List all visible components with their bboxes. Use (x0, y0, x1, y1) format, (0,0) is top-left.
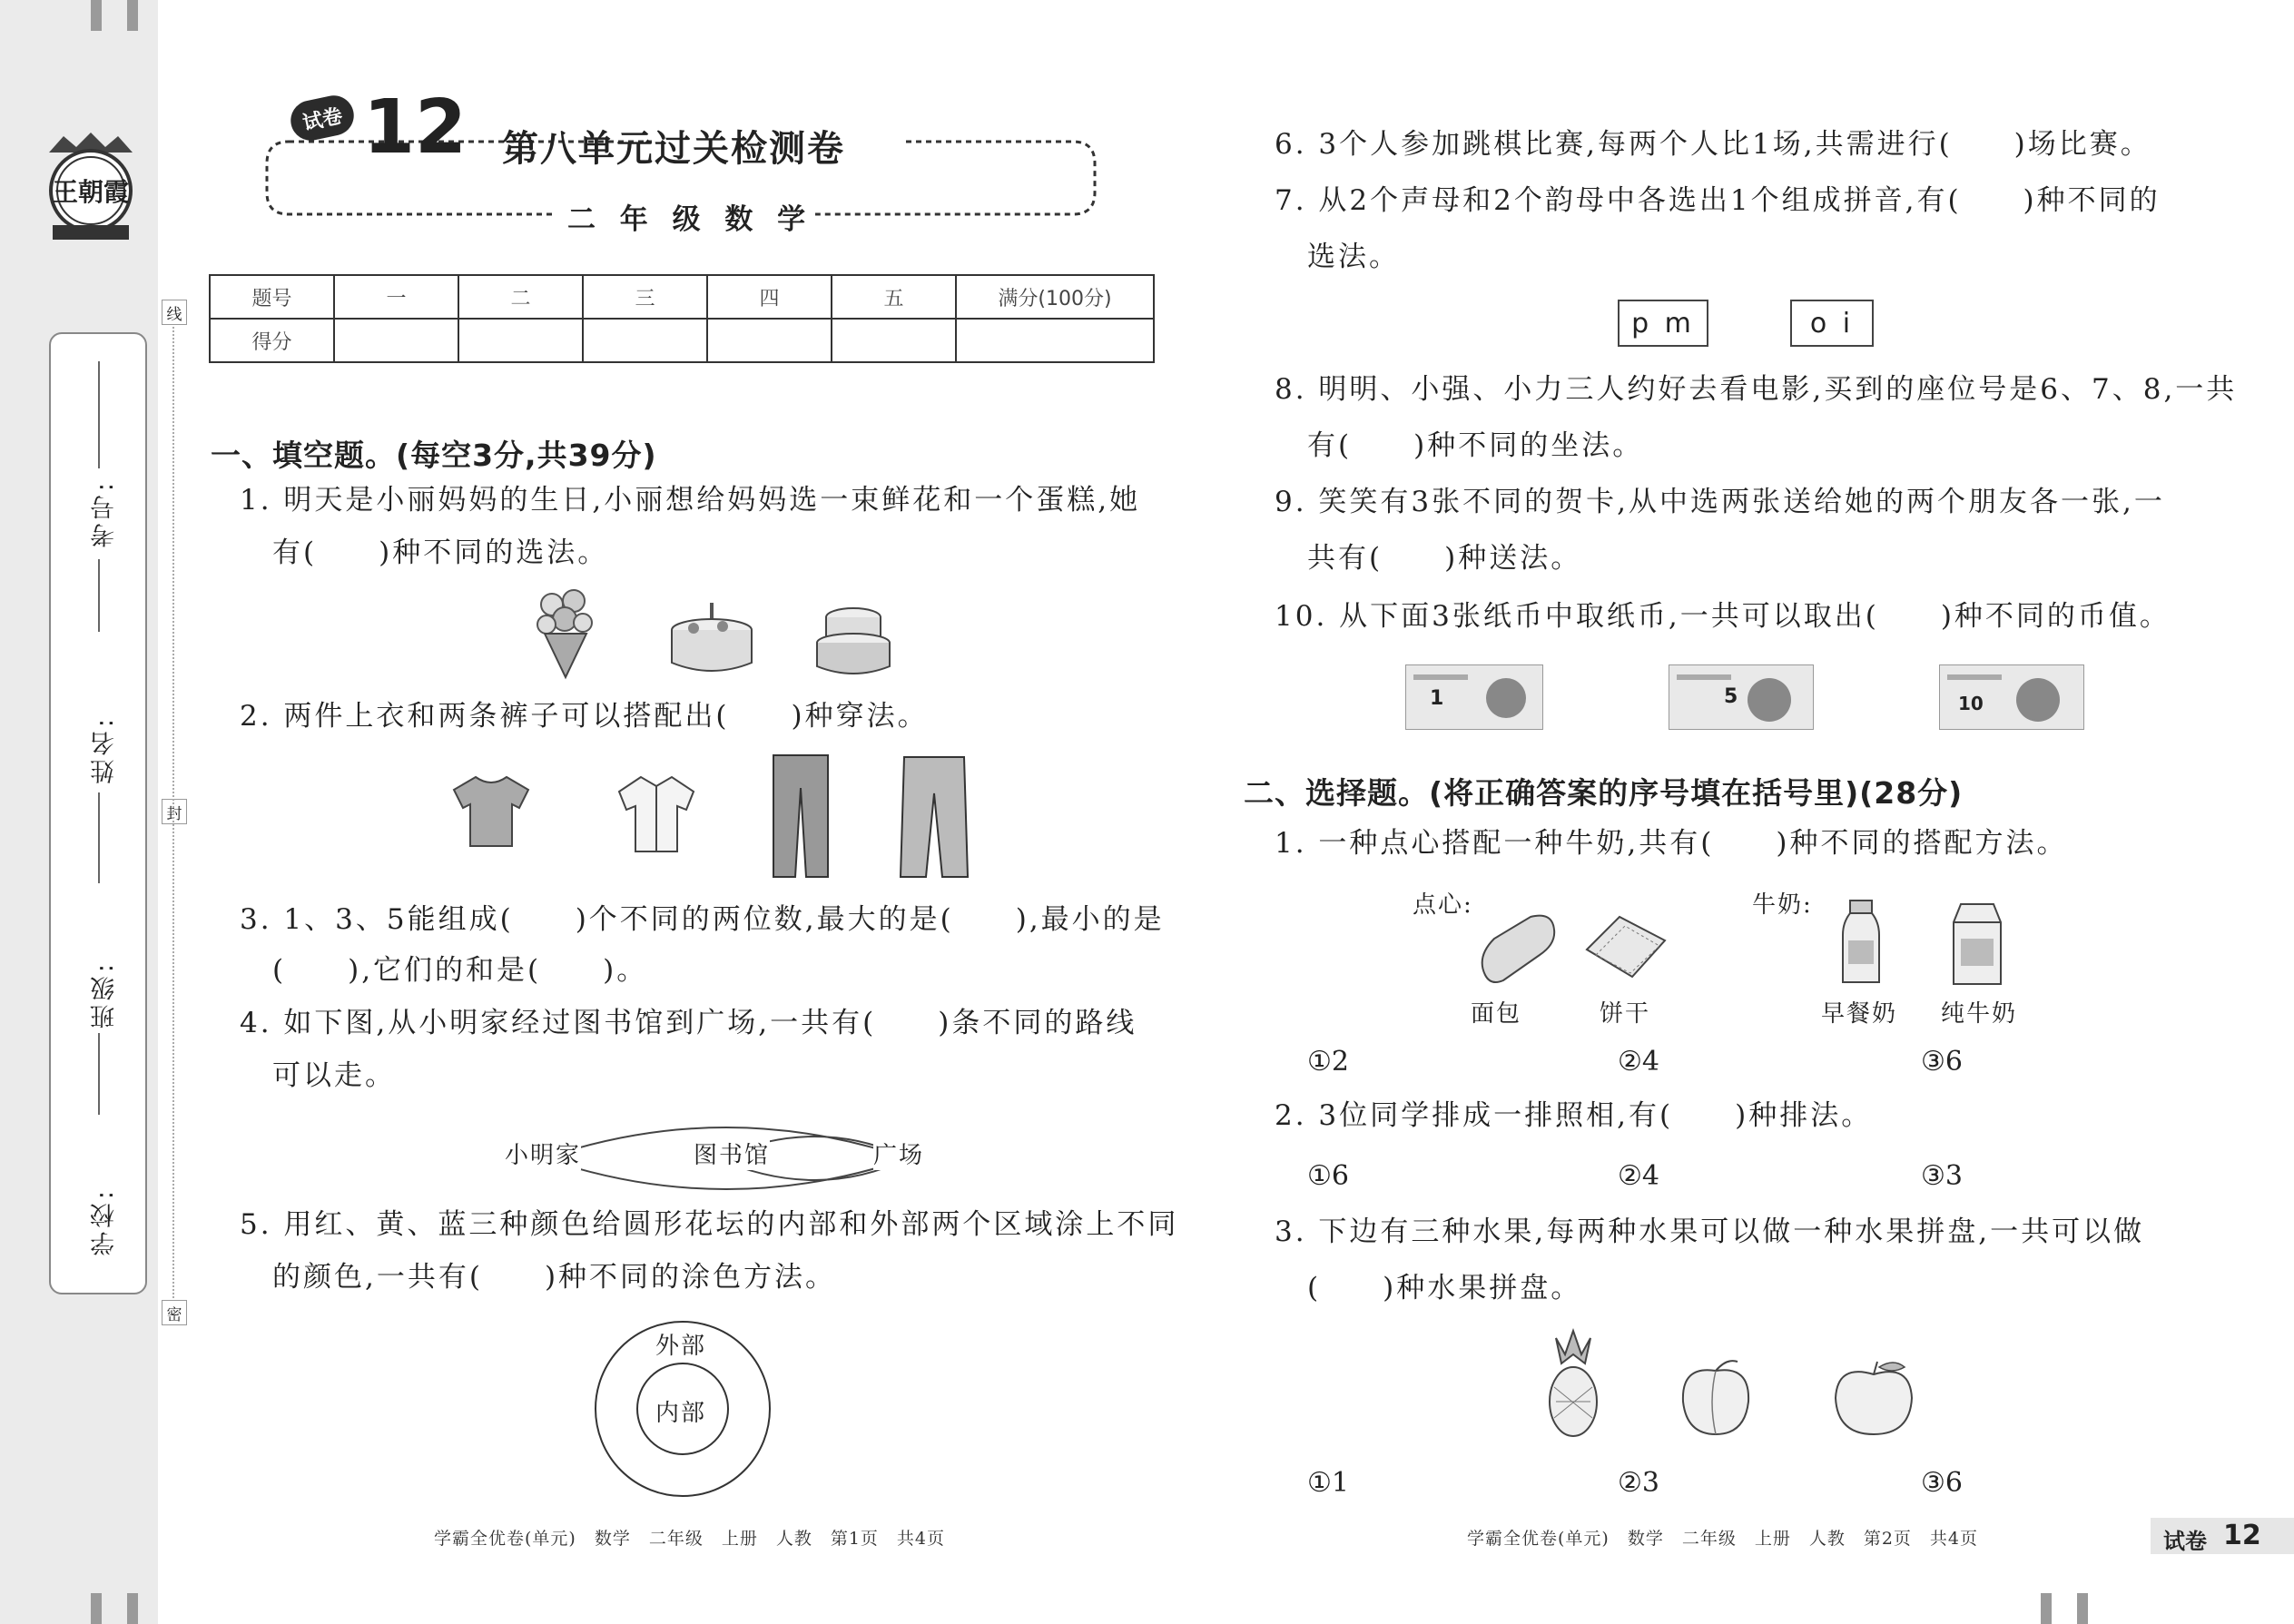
s1-q5-line2: 的颜色,一共有( )种不同的涂色方法。 (272, 1261, 837, 1294)
item-bread-label: 面包 (1471, 1000, 1522, 1028)
snack-label: 点心: (1413, 891, 1473, 919)
score-header-cell: 三 (583, 275, 707, 319)
seal-mark-close: 密 (162, 1300, 187, 1325)
fold-line (172, 327, 174, 1298)
section1-heading: 一、填空题。(每空3分,共39分) (211, 438, 657, 473)
score-cell[interactable] (707, 319, 832, 362)
logo-text: 王朝霞 (52, 177, 130, 207)
page-tag (2151, 1518, 2294, 1554)
name-field[interactable] (98, 792, 100, 883)
cake-icon (666, 599, 757, 684)
score-header-cell: 一 (334, 275, 458, 319)
trousers-icon (768, 752, 833, 884)
s2-q3-line2: ( )种水果拼盘。 (1307, 1272, 1582, 1304)
page-tag-number: 12 (2223, 1520, 2261, 1551)
place-square: 广场 (873, 1137, 924, 1170)
page-subtitle: 二 年 级 数 学 (567, 203, 813, 236)
s1-q3-line2: ( ),它们的和是( )。 (272, 954, 648, 987)
finals-box: o i (1790, 300, 1874, 347)
biscuit-icon (1583, 913, 1669, 986)
apple-icon (1830, 1358, 1917, 1442)
page-title: 第八单元过关检测卷 (502, 128, 845, 170)
place-library: 图书馆 (694, 1137, 770, 1170)
place-xiaoming-home: 小明家 (505, 1137, 581, 1170)
exam-number: 12 (363, 84, 468, 171)
s2-q3-option-2[interactable]: ②3 (1618, 1467, 1659, 1499)
banknote-10-value: 10 (1958, 693, 1984, 714)
s2-q3-option-1[interactable]: ①1 (1307, 1467, 1349, 1499)
pure-milk-icon (1952, 902, 2003, 989)
peach-icon (1678, 1356, 1754, 1442)
s1-q3-line1: 3. 1、3、5能组成( )个不同的两位数,最大的是( ),最小的是 (240, 903, 1165, 936)
footer-left: 学霸全优卷(单元) 数学 二年级 上册 人教 第1页 共4页 (434, 1529, 946, 1549)
breakfast-milk-icon (1839, 899, 1883, 989)
banknote-5-icon (1669, 664, 1814, 730)
s1-q5-line1: 5. 用红、黄、蓝三种颜色给圆形花坛的内部和外部两个区域涂上不同 (240, 1208, 1179, 1241)
score-cell[interactable] (334, 319, 458, 362)
s1-q2-line1: 2. 两件上衣和两条裤子可以搭配出( )种穿法。 (240, 700, 929, 733)
seal-mark-line: 线 (162, 300, 187, 325)
score-table (209, 274, 1155, 363)
s2-q3-line1: 3. 下边有三种水果,每两种水果可以做一种水果拼盘,一共可以做 (1275, 1216, 2145, 1248)
bread-icon (1476, 911, 1558, 988)
item-pure-milk-label: 纯牛奶 (1941, 1000, 2018, 1028)
s1-q4-line2: 可以走。 (272, 1059, 396, 1092)
score-cell[interactable] (458, 319, 583, 362)
inner-region-label: 内部 (655, 1400, 707, 1427)
class-field[interactable] (98, 1033, 100, 1115)
exam-id-label: 考号: (91, 479, 119, 548)
score-cell[interactable] (832, 319, 956, 362)
crop-tick (2077, 1593, 2088, 1624)
outer-region-label: 外部 (655, 1333, 707, 1360)
school-label: 学校: (91, 1187, 119, 1256)
crop-tick (2041, 1593, 2052, 1624)
score-header-cell: 二 (458, 275, 583, 319)
s2-q2-option-2[interactable]: ②4 (1618, 1160, 1659, 1192)
s1-q7-line2: 选法。 (1307, 241, 1400, 273)
page-tag-label: 试卷 (2163, 1529, 2207, 1554)
s1-q8-line1: 8. 明明、小强、小力三人约好去看电影,买到的座位号是6、7、8,一共 (1275, 373, 2238, 406)
banknote-1-value: 1 (1430, 687, 1444, 710)
s1-q8-line2: 有( )种不同的坐法。 (1307, 429, 1644, 462)
s1-q6-line1: 6. 3个人参加跳棋比赛,每两个人比1场,共需进行( )场比赛。 (1275, 128, 2151, 161)
s1-q7-line1: 7. 从2个声母和2个韵母中各选出1个组成拼音,有( )种不同的 (1275, 184, 2161, 217)
shirt-icon (448, 773, 534, 853)
score-header-cell: 五 (832, 275, 956, 319)
s1-q10-line1: 10. 从下面3张纸币中取纸币,一共可以取出( )种不同的币值。 (1275, 600, 2171, 633)
class-label: 班级: (91, 960, 119, 1029)
score-cell[interactable] (956, 319, 1154, 362)
s2-q1-line1: 1. 一种点心搭配一种牛奶,共有( )种不同的搭配方法。 (1275, 827, 2068, 860)
cake-icon (812, 599, 894, 686)
exam-id-field[interactable] (98, 361, 100, 468)
section2-heading: 二、选择题。(将正确答案的序号填在括号里)(28分) (1244, 775, 1964, 811)
banknote-5-value: 5 (1724, 685, 1738, 708)
s2-q3-option-3[interactable]: ③6 (1921, 1467, 1963, 1499)
s2-q2-option-3[interactable]: ③3 (1921, 1160, 1963, 1192)
student-info-panel (49, 332, 147, 1294)
s1-q4-line1: 4. 如下图,从小明家经过图书馆到广场,一共有( )条不同的路线 (240, 1007, 1137, 1039)
s1-q1-line2: 有( )种不同的选法。 (272, 536, 609, 569)
s1-q1-line1: 1. 明天是小丽妈妈的生日,小丽想给妈妈选一束鲜花和一个蛋糕,她 (240, 484, 1141, 517)
s2-q2-option-1[interactable]: ①6 (1307, 1160, 1349, 1192)
seal-mark-seal: 封 (162, 799, 187, 824)
flower-bouquet-icon (534, 586, 597, 684)
s2-q1-option-2[interactable]: ②4 (1618, 1046, 1659, 1078)
exam-id-field-ext[interactable] (98, 559, 100, 632)
s1-q9-line1: 9. 笑笑有3张不同的贺卡,从中选两张送给她的两个朋友各一张,一 (1275, 486, 2165, 518)
trousers-icon (897, 753, 971, 884)
s2-q1-option-3[interactable]: ③6 (1921, 1046, 1963, 1078)
banknote-10-icon (1939, 664, 2084, 730)
score-row-label: 得分 (210, 319, 334, 362)
milk-label: 牛奶: (1752, 891, 1813, 919)
initials-box: p m (1618, 300, 1708, 347)
item-breakfast-milk-label: 早餐奶 (1821, 1000, 1898, 1028)
score-header-cell: 四 (707, 275, 832, 319)
brand-logo (36, 127, 145, 245)
footer-right: 学霸全优卷(单元) 数学 二年级 上册 人教 第2页 共4页 (1467, 1529, 1979, 1549)
score-cell[interactable] (583, 319, 707, 362)
exam-badge-label: 试卷 (300, 104, 345, 135)
name-label: 姓名: (91, 715, 119, 784)
shirt-icon (614, 773, 699, 859)
score-header-cell: 题号 (210, 275, 334, 319)
s1-q9-line2: 共有( )种送法。 (1307, 542, 1582, 575)
item-biscuit-label: 饼干 (1600, 1000, 1651, 1028)
score-header-cell: 满分(100分) (956, 275, 1154, 319)
s2-q1-option-1[interactable]: ①2 (1307, 1046, 1349, 1078)
pineapple-icon (1543, 1327, 1603, 1443)
s2-q2-line1: 2. 3位同学排成一排照相,有( )种排法。 (1275, 1099, 1873, 1132)
banknote-1-icon (1405, 664, 1543, 730)
